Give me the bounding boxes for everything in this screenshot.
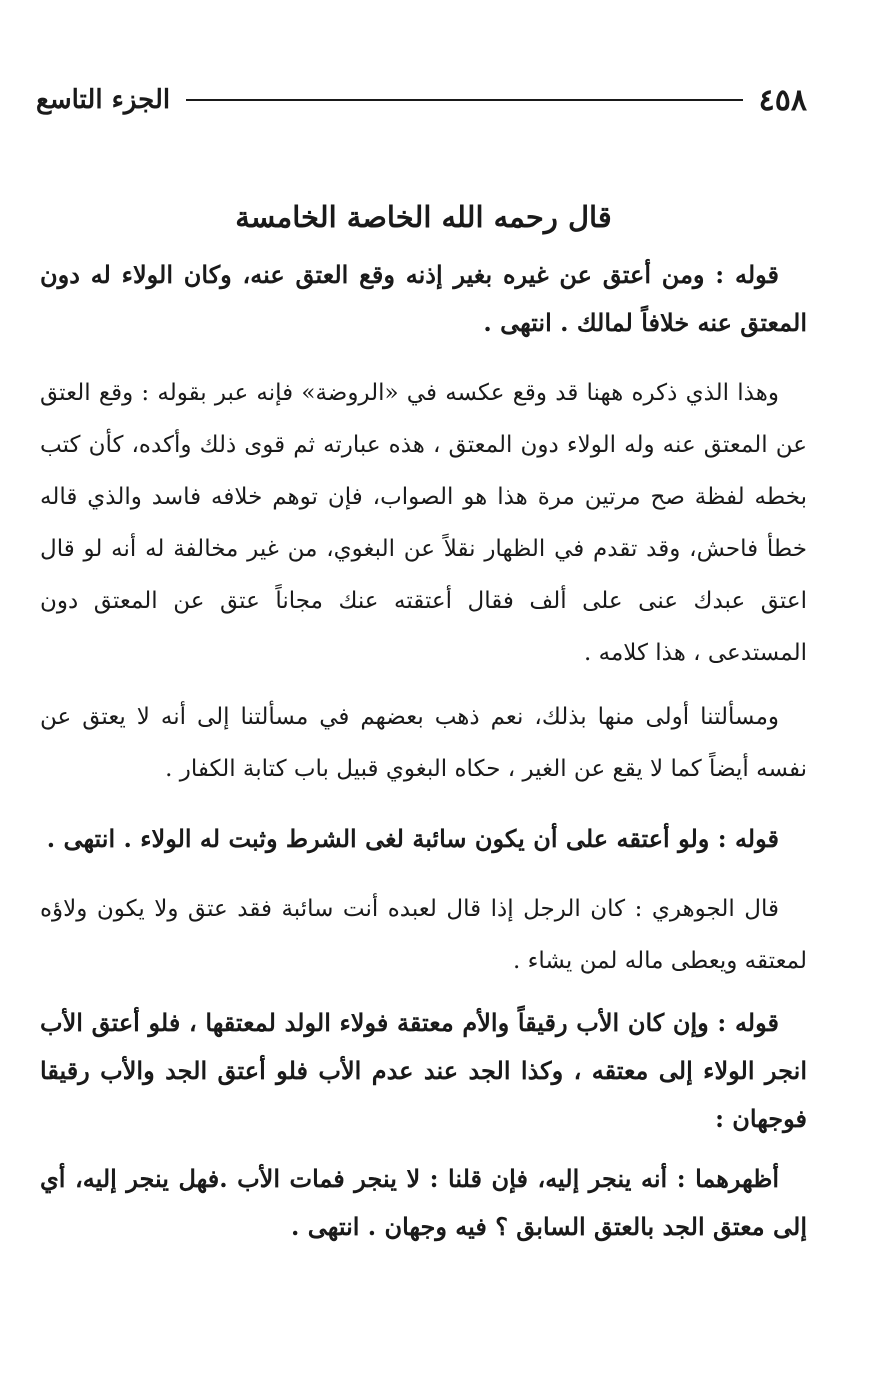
quote-paragraph: قوله : وإن كان الأب رقيقاً والأم معتقة فولاء الولد لمعتقها ، فلو أعتق الأب انجر الولاء إلى معتقه ، وكذا الجد عند عدم الأب فلو أعتق الجد والأب رقيقا فوجهان : <box>40 1008 807 1133</box>
commentary-paragraph: وهذا الذي ذكره ههنا قد وقع عكسه في «الروضة» فإنه عبر بقوله : وقع العتق عن المعتق عنه وله الولاء دون المعتق ، هذه عبارته ثم قوى ذلك وأكده، كأن كتب بخطه لفظة صح مرتين مرة هذا هو الصواب، فإن توهم خلافه فاسد والذي قاله خطأ فاحش، وقد تقدم في الظهار نقلاً عن البغوي، من غير مخالفة له أنه لو قال اعتق عبدك عنى على ألف فقال أعتقته عنك مجاناً عتق عن المعتق دون المستدعى ، هذا كلامه . <box>40 380 807 666</box>
commentary-paragraph: ومسألتنا أولى منها بذلك، نعم ذهب بعضهم في مسألتنا إلى أنه لا يعتق عن نفسه أيضاً كما لا يقع عن الغير ، حكاه البغوي قبيل باب كتابة الكفار . <box>40 704 807 782</box>
part-title: الجزء التاسع <box>36 85 171 115</box>
page-body <box>40 195 807 1251</box>
commentary-paragraph: قال الجوهري : كان الرجل إذا قال لعبده أنت سائبة فقد عتق ولا يكون ولاؤه لمعتقه ويعطى ماله لمن يشاء . <box>40 896 807 974</box>
header-rule <box>186 99 743 101</box>
quote-paragraph: أظهرهما : أنه ينجر إليه، فإن قلنا : لا ينجر فمات الأب .فهل ينجر إليه، أي إلى معتق الجد بالعتق السابق ؟ فيه وجهان . انتهى . <box>40 1164 807 1241</box>
quote-paragraph: قوله : ومن أعتق عن غيره بغير إذنه وقع العتق عنه، وكان الولاء له دون المعتق عنه خلافاً لمالك . انتهى . <box>40 260 807 337</box>
running-header <box>36 80 807 120</box>
page-number: ٤٥٨ <box>758 82 807 118</box>
quote-paragraph: قوله : ولو أعتقه على أن يكون سائبة لغى الشرط وثبت له الولاء . انتهى . <box>46 824 779 853</box>
section-heading: قال رحمه الله الخاصة الخامسة <box>235 200 612 234</box>
